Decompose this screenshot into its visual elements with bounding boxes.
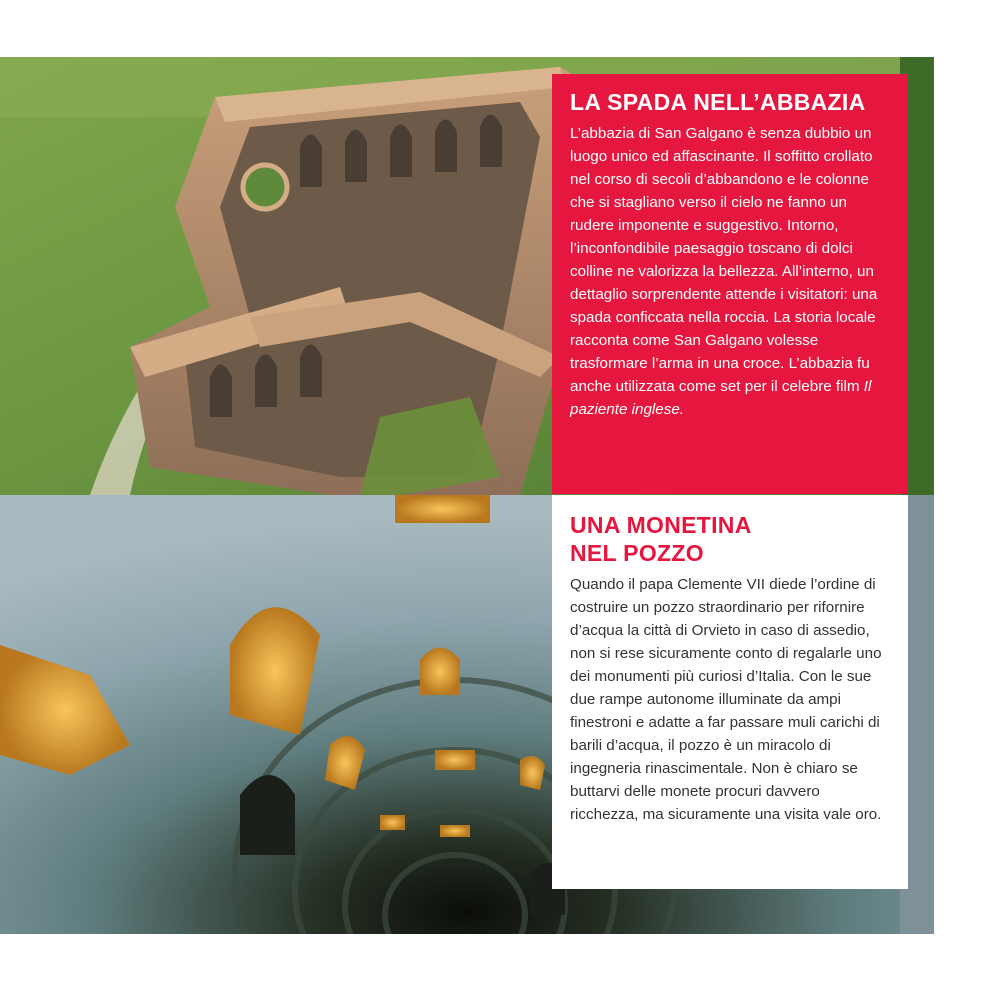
well-title-line-1: UNA MONETINA: [570, 512, 752, 538]
well-article-panel: [552, 495, 908, 889]
well-title-line-2: NEL POZZO: [570, 540, 704, 566]
well-article-body: Quando il papa Clemente VII diede l’ordine di costruire un pozzo straordinario per rifornire d’acqua la città di Orvieto in caso di assedio, non si rese sicuramente conto di regalarle uno dei monumenti più curiosi d’Italia. Con le sue due rampe autonome illuminate da ampi finestroni e adatte a far passare muli carichi di barili d’acqua, il pozzo è un miracolo di ingegneria rinascimentale. Non è chiaro se buttarvi delle monete procuri davvero ricchezza, ma sicuramente una visita vale oro.: [570, 576, 882, 823]
abbey-article-text: L’abbazia di San Galgano è senza dubbio un luogo unico ed affascinante. Il soffitto crollato nel corso di secoli d’abbandono e le colonne che si stagliano verso il cielo ne fanno un rudere imponente e suggestivo. Intorno, l’inconfondibile paesaggio toscano di dolci colline ne valorizza la bellezza. All’interno, un dettaglio sorprendente attende i visitatori: una spada conficcata nella roccia. La storia locale racconta come San Galgano volesse trasformare l’arma in una croce. L’abbazia fu anche utilizzata come set per il celebre film: [570, 125, 878, 395]
abbey-article-body: [570, 122, 892, 421]
well-article-title: [570, 511, 892, 567]
film-title: Il paziente inglese.: [570, 378, 872, 418]
abbey-article-title: LA SPADA NELL’ABBAZIA: [570, 89, 866, 115]
abbey-article-panel: [552, 74, 908, 494]
